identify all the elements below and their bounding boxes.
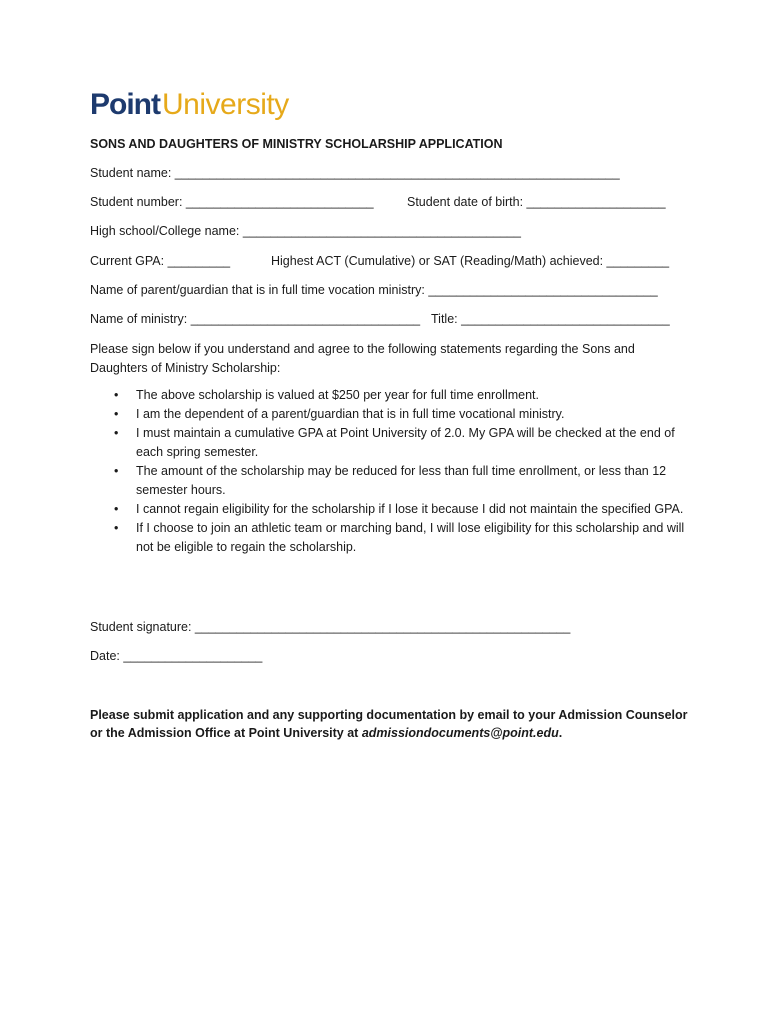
email-link[interactable]: admissiondocuments@point.edu (361, 726, 559, 740)
school-name-field[interactable]: High school/College name: ________________________________________ (90, 224, 521, 238)
list-item: • The above scholarship is valued at $250 per year for full time enrollment. (90, 386, 690, 405)
instructions-text: Please sign below if you understand and agree to the following statements regarding the Sons and Daughters of Ministry Scholarship: (90, 342, 635, 375)
student-dob-field[interactable]: Student date of birth: ____________________ (407, 195, 666, 209)
list-item: • If I choose to join an athletic team or marching band, I will lose eligibility for this scholarship and will not be eligible to regain the scholarship. (90, 519, 690, 557)
current-gpa-field[interactable]: Current GPA: _________ (90, 254, 231, 268)
parent-guardian-field[interactable]: Name of parent/guardian that is in full time vocation ministry: _________________________________ (90, 283, 658, 297)
form-title: SONS AND DAUGHTERS OF MINISTRY SCHOLARSHIP APPLICATION (90, 137, 503, 151)
ministry-title-field[interactable]: Title: ______________________________ (431, 312, 670, 326)
student-number-field[interactable]: Student number: ___________________________ (90, 195, 374, 209)
list-item: • I am the dependent of a parent/guardian that is in full time vocational ministry. (90, 405, 690, 424)
submission-text: Please submit application and any supporting documentation by email to your Admission Counselor or the Admission Office at Point University at (90, 708, 688, 740)
logo-university-text: University (162, 88, 289, 121)
student-signature-field[interactable]: Student signature: ______________________________________________________ (90, 620, 571, 634)
submission-end: . (558, 726, 563, 740)
statements-list (90, 386, 690, 557)
list-item: • I must maintain a cumulative GPA at Point University of 2.0. My GPA will be checked at the end of each spring semester. (90, 424, 690, 462)
act-sat-field[interactable]: Highest ACT (Cumulative) or SAT (Reading/Math) achieved: _________ (271, 254, 670, 268)
ministry-name-field[interactable]: Name of ministry: _________________________________ (90, 312, 421, 326)
list-item: • The amount of the scholarship may be reduced for less than full time enrollment, or less than 12 semester hours. (90, 462, 690, 500)
list-item: • I cannot regain eligibility for the scholarship if I lose it because I did not maintain the specified GPA. (90, 500, 690, 519)
logo-point-text: Point (90, 88, 160, 121)
student-name-field[interactable]: Student name: ________________________________________________________________ (90, 166, 620, 180)
point-university-logo (90, 88, 289, 128)
date-field[interactable]: Date: ____________________ (90, 649, 263, 663)
submission-instructions (90, 706, 690, 742)
